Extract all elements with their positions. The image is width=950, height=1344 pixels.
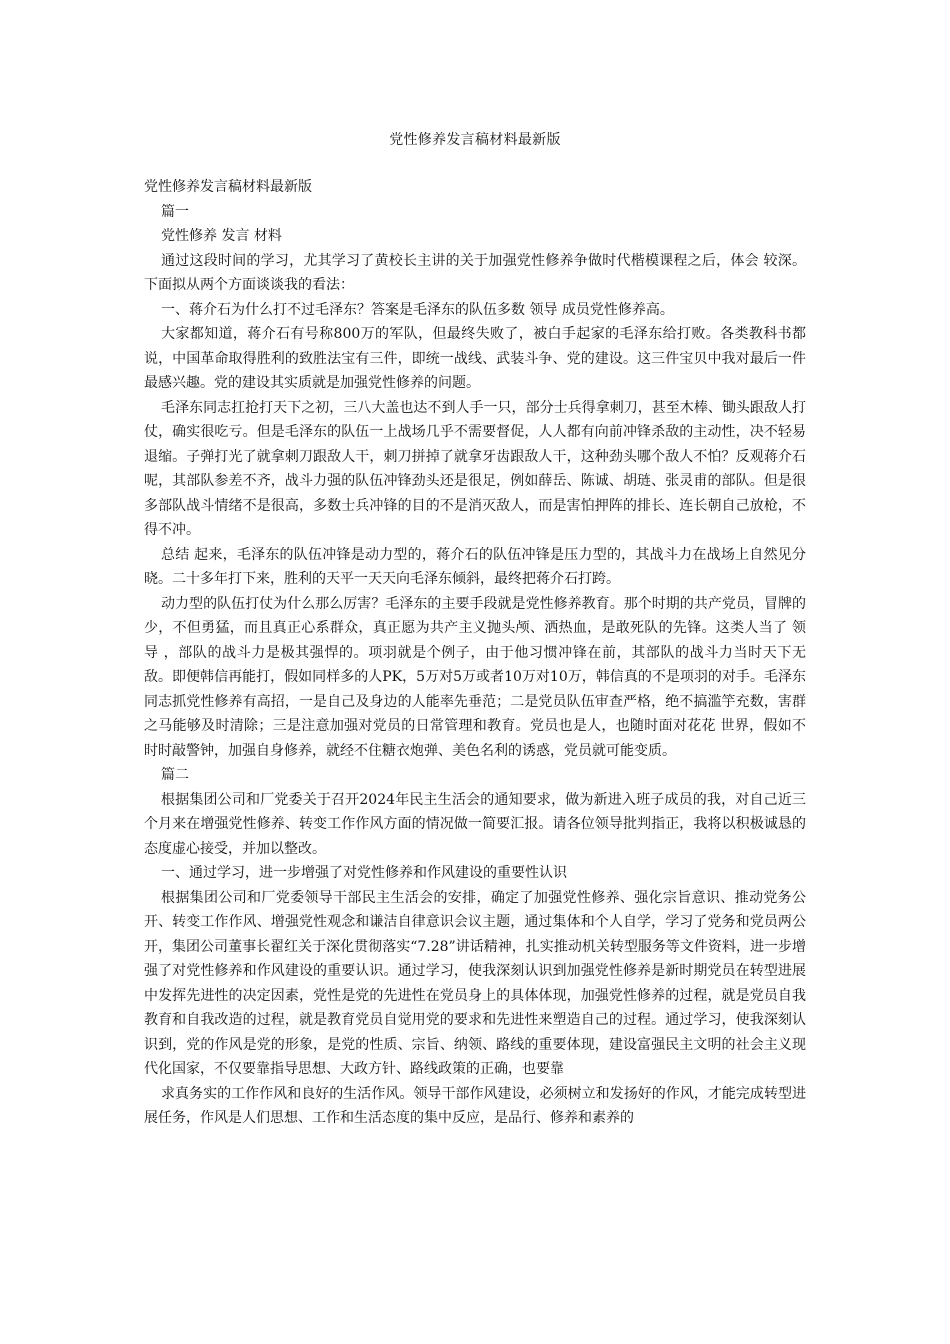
document-body [144,175,806,1131]
page-title: 党性修养发言稿材料最新版 [389,132,561,148]
paragraph: 通过这段时间的学习，尤其学习了黄校长主讲的关于加强党性修养争做时代楷模课程之后，体会 较深。下面拟从两个方面谈谈我的看法： [144,252,806,293]
paragraph: 毛泽东同志扛抢打天下之初，三八大盖也达不到人手一只，部分士兵得拿刺刀，甚至木棒、锄头跟敌人打仗，确实很吃亏。但是毛泽东的队伍一上战场几乎不需要督促，人人都有向前冲锋杀敌的主动性，决不轻易退缩。子弹打光了就拿刺刀跟敌人干，刺刀拼掉了就拿牙齿跟敌人干，这种劲头哪个敌人不怕？反观蒋介石呢，其部队参差不齐，战斗力强的队伍冲锋劲头还是很足，例如薛岳、陈诚、胡琏、张灵甫的部队。但是很多部队战斗情绪不是很高，多数士兵冲锋的目的不是消灭敌人，而是害怕押阵的排长、连长朝自己放枪，不得不冲。 [144,399,806,538]
document-subtitle: 党性修养发言稿材料最新版 [144,179,312,195]
section-heading-part-one: 篇一 [161,203,189,220]
paragraph: 根据集团公司和厂党委关于召开2024年民主生活会的通知要求，做为新进入班子成员的我，对自己近三个月来在增强党性修养、转变工作作风方面的情况做一简要汇报。请各位领导批判指正，我将以积极诚恳的态度虚心接受，并加以整改。 [144,791,806,857]
paragraph: 求真务实的工作作风和良好的生活作风。领导干部作风建设，必须树立和发扬好的作风，才能完成转型进展任务，作风是人们思想、工作和生活态度的集中反应，是品行、修养和素养的 [144,1085,806,1126]
paragraph: 动力型的队伍打仗为什么那么厉害？毛泽东的主要手段就是党性修养教育。那个时期的共产党员，冒牌的少，不但勇猛，而且真正心系群众，真正愿为共产主义抛头颅、洒热血，是敢死队的先锋。这类人当了 领导 ，部队的战斗力是极其强悍的。项羽就是个例子，由于他习惯冲锋在前，其部队的战斗力当时天下无敌。即便韩信再能打，假如同样多的人PK，5万对5万或者10万对10万，韩信真的不是项羽的对手。毛泽东同志抓党性修养有高招，一是自己及身边的人能率先垂范；二是党员队伍审查严格，绝不搞滥竽充数，害群之马能够及时清除；三是注意加强对党员的日常管理和教育。党员也是人，也随时面对花花 世界，假如不时时敲警钟，加强自身修养，就经不住糖衣炮弹、美色名利的诱惑，党员就可能变质。 [144,595,806,759]
section-heading-part-two: 篇二 [161,767,189,783]
paragraph: 大家都知道，蒋介石有号称800万的军队，但最终失败了，被白手起家的毛泽东给打败。各类教科书都说，中国革命取得胜利的致胜法宝有三件，即统一战线、武装斗争、党的建设。这三件宝贝中我对最后一件最感兴趣。党的建设其实质就是加强党性修养的问题。 [144,326,806,391]
paragraph: 总结 起来，毛泽东的队伍冲锋是动力型的，蒋介石的队伍冲锋是压力型的，其战斗力在战场上自然见分晓。二十多年打下来，胜利的天平一天天向毛泽东倾斜，最终把蒋介石打跨。 [144,546,806,587]
paragraph: 根据集团公司和厂党委领导干部民主生活会的安排，确定了加强党性修养、强化宗旨意识、推动党务公开、转变工作作风、增强党性观念和谦洁自律意识会议主题，通过集体和个人自学，学习了党务和党员两公开，集团公司董事长翟红关于深化贯彻落实“7.28”讲话精神，扎实推动机关转型服务等文件资料，进一步增强了对党性修养和作风建设的重要认识。通过学习，使我深刻认识到加强党性修养是新时期党员在转型进展中发挥先进性的决定因素，党性是党的先进性在党员身上的具体体现，加强党性修养的过程，就是党员自我教育和自我改造的过程，就是教育党员自觉用党的要求和先进性来塑造自己的过程。通过学习，使我深刻认识到，党的作风是党的形象，是党的性质、宗旨、纳领、路线的重要体现，建设富强民主文明的社会主义现代化国家，不仅要靠指导思想、大政方针、路线政策的正确，也要靠 [144,889,806,1077]
article-heading: 党性修养 发言 材料 [161,228,282,244]
paragraph-point-one: 一、通过学习，进一步增强了对党性修养和作风建设的重要性认识 [161,865,567,881]
paragraph-point-one: 一、蒋介石为什么打不过毛泽东？答案是毛泽东的队伍多数 领导 成员党性修养高。 [161,301,674,318]
